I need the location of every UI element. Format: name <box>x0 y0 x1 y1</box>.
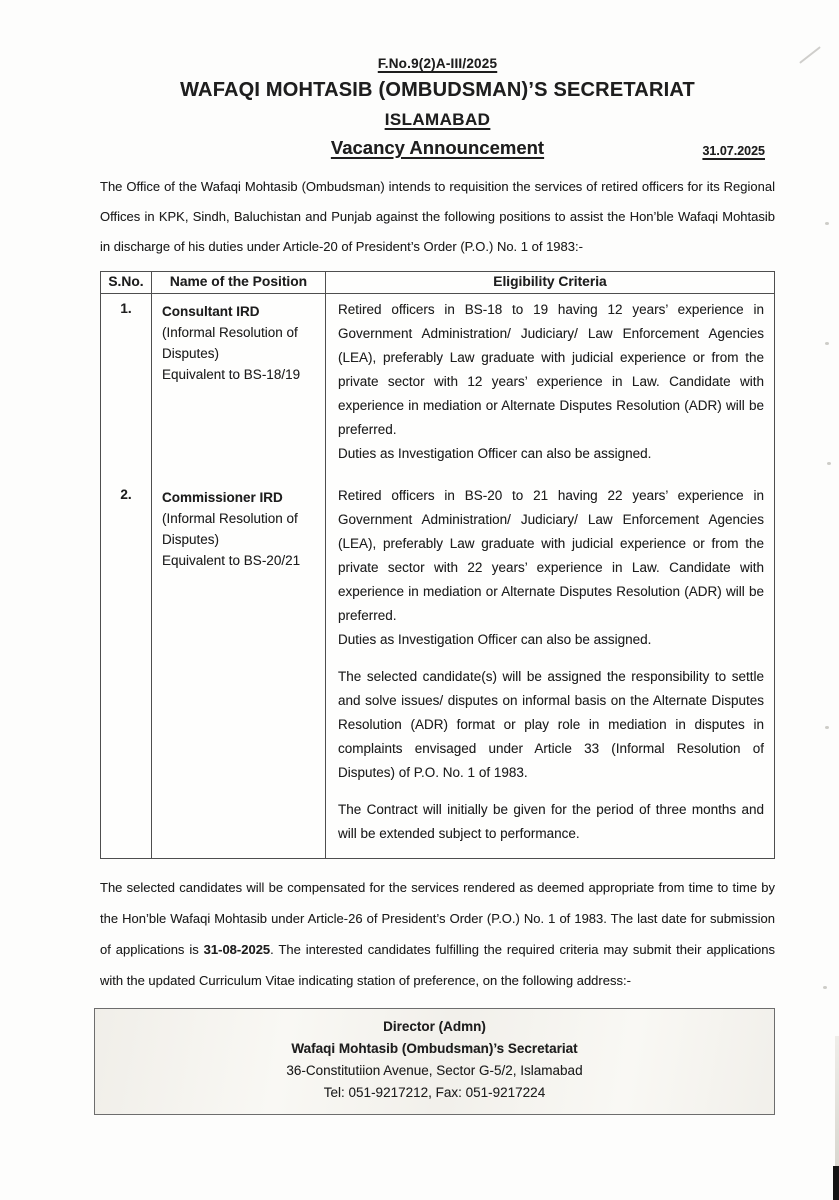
scan-speck-artifact <box>827 462 831 465</box>
scan-speck-artifact <box>825 222 829 225</box>
closing-text-before: The selected candidates will be compensated for the services rendered as deemed appropriate from time to time by the Hon’ble Wafaqi Mohtasib under Article-26 of President’s Order (P.O.) No. 1 of 1983. The last date for submission of applications is <box>100 880 775 957</box>
scan-edge-shadow <box>835 1036 839 1167</box>
table-header-row <box>101 272 774 294</box>
intro-paragraph: The Office of the Wafaqi Mohtasib (Ombudsman) intends to requisition the services of retired officers for its Regional Offices in KPK, Sindh, Baluchistan and Punjab against the following positions to assist the Hon’ble Wafaqi Mohtasib in discharge of his duties under Article-20 of President’s Order (P.O.) No. 1 of 1983:- <box>100 179 775 254</box>
eligibility-paragraph: The selected candidate(s) will be assigned the responsibility to settle and solve issues/ disputes on informal basis on the Alternate Disputes Resolution (ADR) format or play role in mediation in disputes in complaints envisaged under Article 33 (Informal Resolution of Disputes) of P.O. No. 1 of 1983. <box>338 669 764 780</box>
scan-speck-artifact <box>823 986 827 989</box>
organization-title: WAFAQI MOHTASIB (OMBUDSMAN)’S SECRETARIAT <box>180 79 695 101</box>
address-street: 36-Constitutiion Avenue, Sector G-5/2, Islamabad <box>286 1063 583 1078</box>
row-position <box>152 294 326 480</box>
position-subtitle: (Informal Resolution of Disputes) <box>162 325 298 361</box>
eligibility-paragraph: The Contract will initially be given for the period of three months and will be extended subject to performance. <box>338 802 764 841</box>
table-row <box>101 480 774 858</box>
header-sno: S.No. <box>101 272 152 293</box>
file-number: F.No.9(2)A-III/2025 <box>377 56 498 71</box>
position-title: Commissioner IRD <box>162 490 283 505</box>
scan-speck-artifact <box>825 342 829 345</box>
position-grade: Equivalent to BS-20/21 <box>162 553 301 568</box>
scan-edge-mark <box>833 1166 839 1200</box>
address-box <box>94 1008 775 1115</box>
address-recipient: Director (Admn) <box>383 1019 486 1034</box>
positions-table <box>100 271 775 859</box>
eligibility-paragraph: Retired officers in BS-20 to 21 having 22 years’ experience in Government Administration/ Judiciary/ Law Enforcement Agencies (LEA), preferably Law graduate with judicial experience or from the private sector with 22 years’ experience in Law. Candidate with experience in mediation or Alternate Disputes Resolution (ADR) will be preferred. <box>338 488 764 623</box>
table-row <box>101 294 774 480</box>
position-title: Consultant IRD <box>162 304 260 319</box>
address-organization: Wafaqi Mohtasib (Ombudsman)’s Secretariat <box>291 1041 578 1056</box>
eligibility-paragraph: Duties as Investigation Officer can also be assigned. <box>338 446 652 461</box>
scan-speck-artifact <box>825 726 829 729</box>
closing-paragraph <box>100 872 775 996</box>
closing-text-after: . The interested candidates fulfilling the required criteria may submit their applications with the updated Curriculum Vitae indicating station of preference, on the following address:- <box>100 942 775 988</box>
application-deadline: 31-08-2025 <box>203 942 271 957</box>
document-date: 31.07.2025 <box>702 144 765 158</box>
header-eligibility: Eligibility Criteria <box>493 274 607 289</box>
position-subtitle: (Informal Resolution of Disputes) <box>162 511 298 547</box>
row-eligibility <box>326 480 774 858</box>
eligibility-paragraph: Duties as Investigation Officer can also be assigned. <box>338 632 652 647</box>
position-grade: Equivalent to BS-18/19 <box>162 367 301 382</box>
row-eligibility <box>326 294 774 480</box>
eligibility-paragraph: Retired officers in BS-18 to 19 having 12 years’ experience in Government Administration/ Judiciary/ Law Enforcement Agencies (LEA), preferably Law graduate with judicial experience or from the private sector with 12 years’ experience in Law. Candidate with experience in mediation or Alternate Disputes Resolution (ADR) will be preferred. <box>338 302 764 437</box>
row-sno: 2. <box>101 480 152 858</box>
row-position <box>152 480 326 858</box>
header-position-name: Name of the Position <box>152 272 326 293</box>
row-sno: 1. <box>101 294 152 480</box>
organization-location: ISLAMABAD <box>384 110 491 129</box>
address-phone-fax: Tel: 051-9217212, Fax: 051-9217224 <box>323 1085 546 1100</box>
document-title: Vacancy Announcement <box>330 137 545 158</box>
